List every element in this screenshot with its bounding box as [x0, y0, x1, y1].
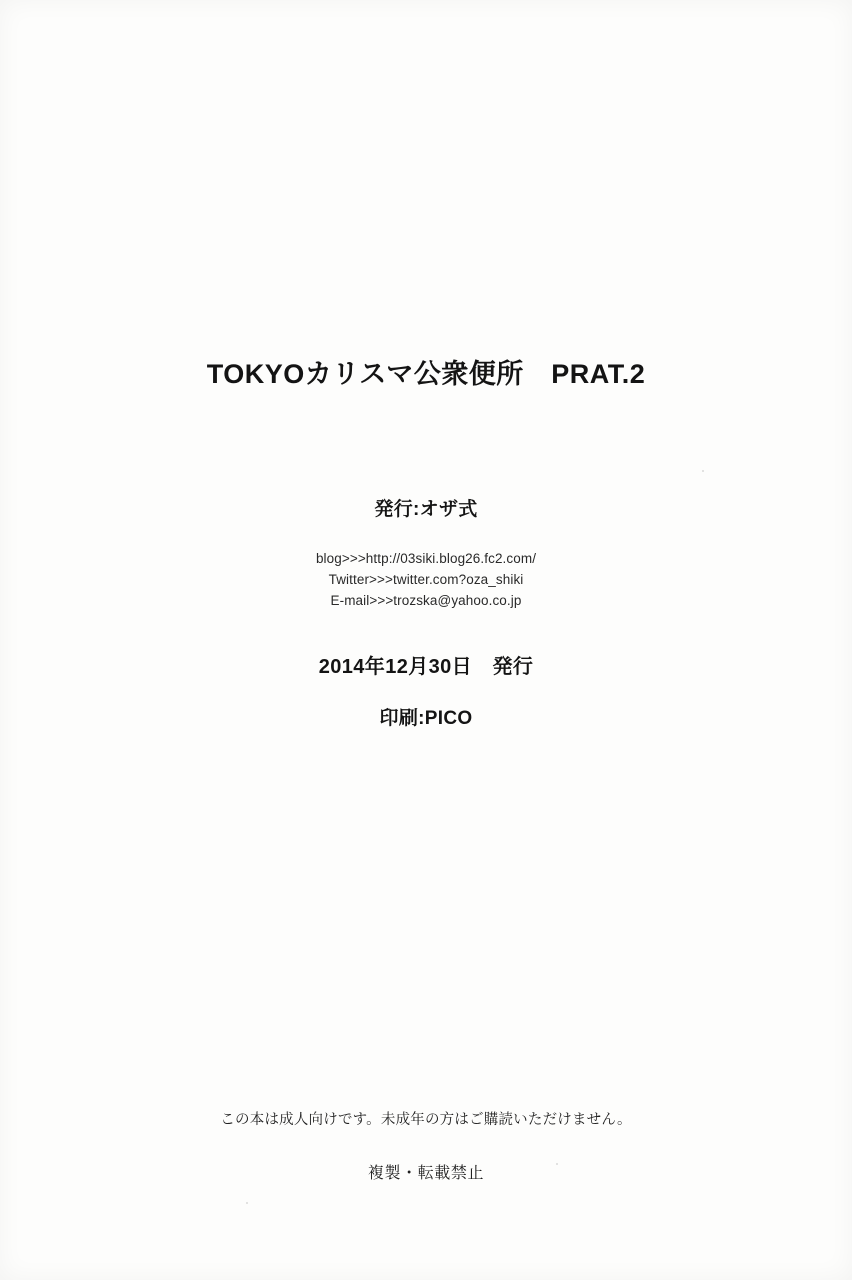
- contact-block: [0, 548, 852, 611]
- contact-blog: blog>>>http://03siki.blog26.fc2.com/: [315, 551, 537, 566]
- scan-speck: [556, 1163, 558, 1165]
- printer-label: 印刷:PICO: [379, 708, 473, 729]
- contact-email: E-mail>>>trozska@yahoo.co.jp: [330, 593, 522, 608]
- scan-speck: [246, 1202, 248, 1204]
- copyright-notice: 複製・転載禁止: [367, 1165, 485, 1182]
- contact-twitter: Twitter>>>twitter.com?oza_shiki: [328, 572, 524, 587]
- page-title: TOKYOカリスマ公衆便所 PRAT.2: [206, 359, 646, 389]
- publication-date: 2014年12月30日 発行: [318, 656, 534, 678]
- adult-notice: この本は成人向けです。未成年の方はご購読いただけません。: [220, 1112, 632, 1128]
- scan-speck: [702, 470, 704, 472]
- publisher-label: 発行:オザ式: [374, 499, 478, 520]
